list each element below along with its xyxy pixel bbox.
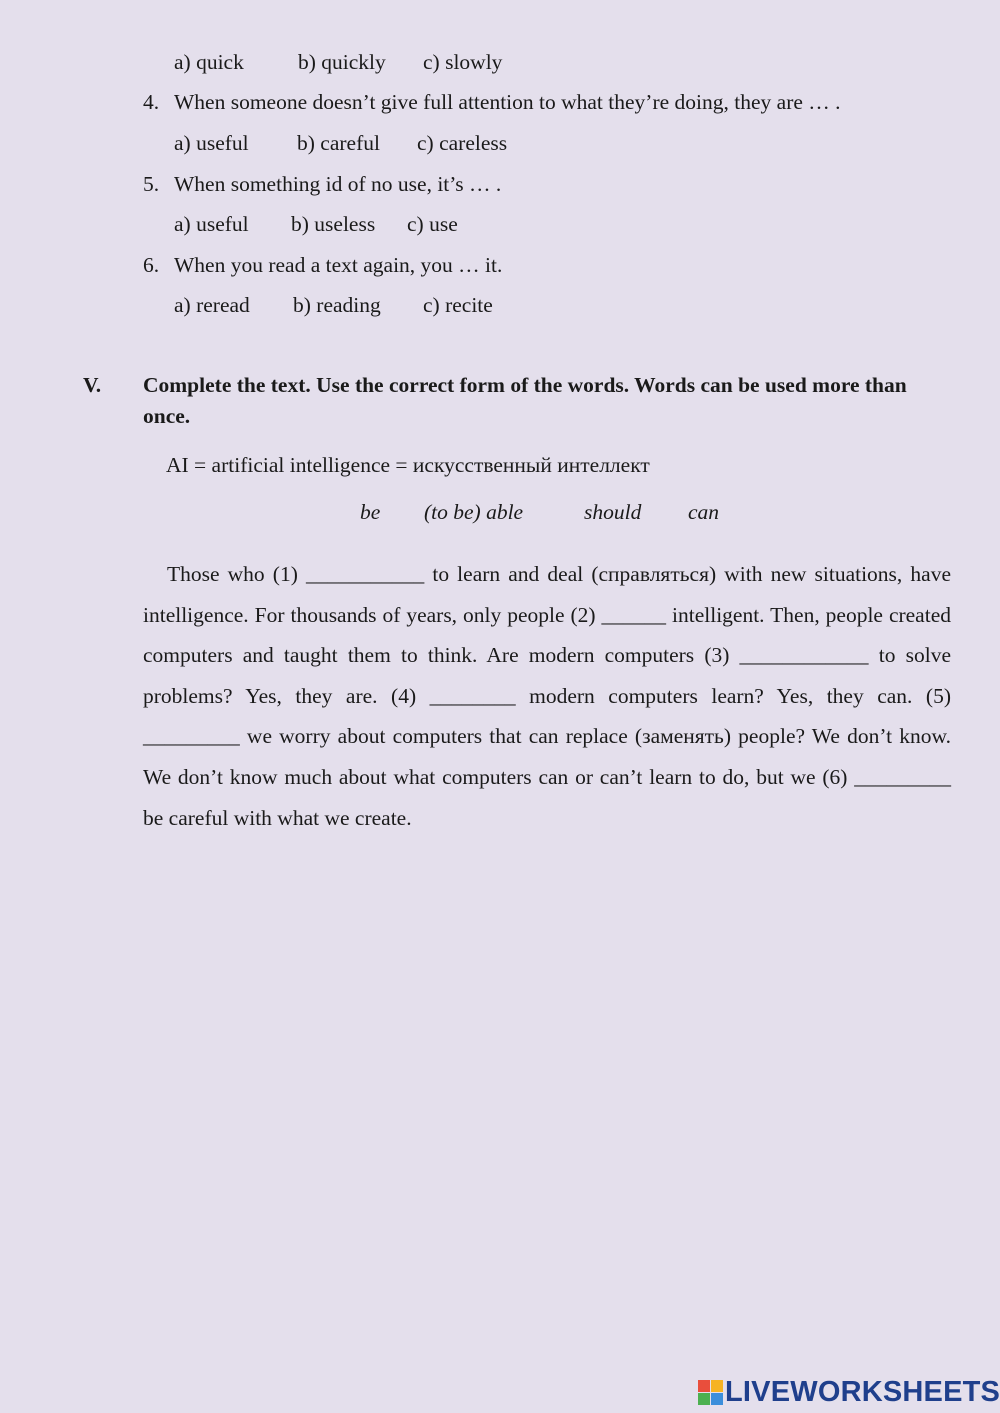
option-c[interactable]: c) use bbox=[407, 212, 458, 236]
question-number: 6. bbox=[143, 253, 160, 277]
question-4-options bbox=[174, 130, 507, 156]
logo-square bbox=[698, 1380, 710, 1392]
question-text: When something id of no use, it’s … . bbox=[174, 172, 502, 196]
option-b[interactable]: b) quickly bbox=[298, 50, 386, 74]
option-b[interactable]: b) reading bbox=[293, 293, 381, 317]
option-a[interactable]: a) useful bbox=[174, 212, 249, 236]
question-number: 5. bbox=[143, 172, 160, 196]
option-b[interactable]: b) useless bbox=[291, 212, 376, 236]
option-a[interactable]: a) quick bbox=[174, 50, 244, 74]
word-bank-item: (to be) able bbox=[424, 500, 524, 524]
word-bank-item: be bbox=[360, 500, 381, 524]
question-6 bbox=[143, 252, 502, 278]
option-c[interactable]: c) careless bbox=[417, 131, 508, 155]
logo-square bbox=[698, 1393, 710, 1405]
gap-fill-text: Those who (1) ___________ to learn and deal (справляться) with new situations, have intelligence. For thousands of years, only people (2) ______ intelligent. Then, people created computers and taught them to think. Are modern computers (3) ____________ to solve problems? Yes, they are. (4) ________ modern computers learn? Yes, they can. (5) _________ we worry about computers that can replace (заменять) people? We don’t know. We don’t know much about what computers can or can’t learn to do, but we (6) _________ be careful with what we create. bbox=[143, 562, 951, 830]
logo-square bbox=[711, 1393, 723, 1405]
option-c[interactable]: c) slowly bbox=[423, 50, 503, 74]
section-number: V. bbox=[83, 373, 102, 397]
liveworksheets-logo-icon bbox=[698, 1380, 723, 1405]
question-3-options bbox=[174, 49, 502, 75]
word-bank-item: should bbox=[584, 500, 642, 524]
liveworksheets-logo bbox=[698, 1376, 1000, 1409]
word-bank bbox=[360, 500, 719, 525]
question-text: When you read a text again, you … it. bbox=[174, 253, 503, 277]
question-number: 4. bbox=[143, 90, 160, 114]
logo-square bbox=[711, 1380, 723, 1392]
section-instructions: Complete the text. Use the correct form of the words. Words can be used more than once. bbox=[143, 373, 907, 428]
question-5-options bbox=[174, 211, 458, 237]
logo-text: LIVEWORKSHEETS bbox=[725, 1376, 1000, 1408]
ai-definition: AI = artificial intelligence = искусственный интеллект bbox=[166, 453, 650, 477]
question-6-options bbox=[174, 292, 493, 318]
question-4 bbox=[143, 89, 841, 115]
question-text: When someone doesn’t give full attention to what they’re doing, they are … . bbox=[174, 90, 841, 114]
question-5 bbox=[143, 171, 501, 197]
option-b[interactable]: b) careful bbox=[297, 131, 380, 155]
option-a[interactable]: a) reread bbox=[174, 293, 250, 317]
option-c[interactable]: c) recite bbox=[423, 293, 493, 317]
word-bank-item: can bbox=[688, 500, 720, 524]
option-a[interactable]: a) useful bbox=[174, 131, 249, 155]
